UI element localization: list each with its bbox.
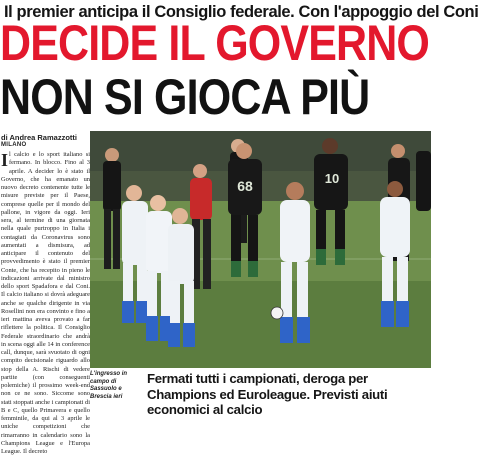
- photo-caption: L'ingresso in campo di Sassuolo e Brescia ieri: [90, 371, 128, 400]
- subheadline: Fermati tutti i campionati, deroga per Champions ed Euroleague. Previsti aiuti economici al calcio: [147, 371, 388, 417]
- jersey-number-left: 68: [237, 178, 253, 194]
- byline: di Andrea Ramazzotti: [1, 133, 77, 142]
- ball: [271, 307, 283, 319]
- player-black-edge: [416, 151, 431, 211]
- article-body: [1, 150, 90, 455]
- dateline: MILANO: [1, 142, 27, 148]
- kicker: Il premier anticipa il Consiglio federale. Con l'appoggio del Coni: [4, 3, 478, 21]
- jersey-number-right: 10: [324, 171, 340, 186]
- headline-line-2: NON SI GIOCA PIÙ: [0, 69, 370, 125]
- match-photo-illustration: [90, 131, 431, 368]
- match-photo: [90, 131, 431, 368]
- article-body-text: l calcio e lo sport italiano si fermano. In blocco. Fino al 3 aprile. A decider lo è stato il Governo, che ha emanato un nuovo decreto contenente tutte le misure previste per il Paese, comprese quelle per il mondo del pallone, in vigore da oggi. Ieri sera, al termine di una giornata nella quale purtroppo in Italia i contagiati da Coronavirus sono aumentati a dismisura, ad anticipare il contenuto del provvedimento è stato il premier Conte, che ha recepito in pieno le indicazioni arrivate dal ministro dello sport Spadafora e dal Coni. Il calcio italiano si dovrà adeguare anche se qualche dirigente in via Rosellini non era convinto e fino a ieri mattina aveva provato a far riflettere la politica. Il Consiglio Federale straordinario che andrà in scena oggi alle 14 in conference call, dunque, sarà svuotato di ogni compito decisionale riguardo allo stop della A. Rischi di vedere partite (con conseguenti polemiche) il prossimo week-end non ce ne sono. Siccome sono stati stoppati anche i campionati di B e C, quello Primavera e quello femminile, da qui al 3 aprile le uniche competizioni che rimarranno in calendario sono la Champions League e l'Europa League. Il decreto: [1, 151, 90, 455]
- headline-line-1: DECIDE IL GOVERNO: [0, 15, 429, 71]
- dropcap: I: [1, 150, 9, 170]
